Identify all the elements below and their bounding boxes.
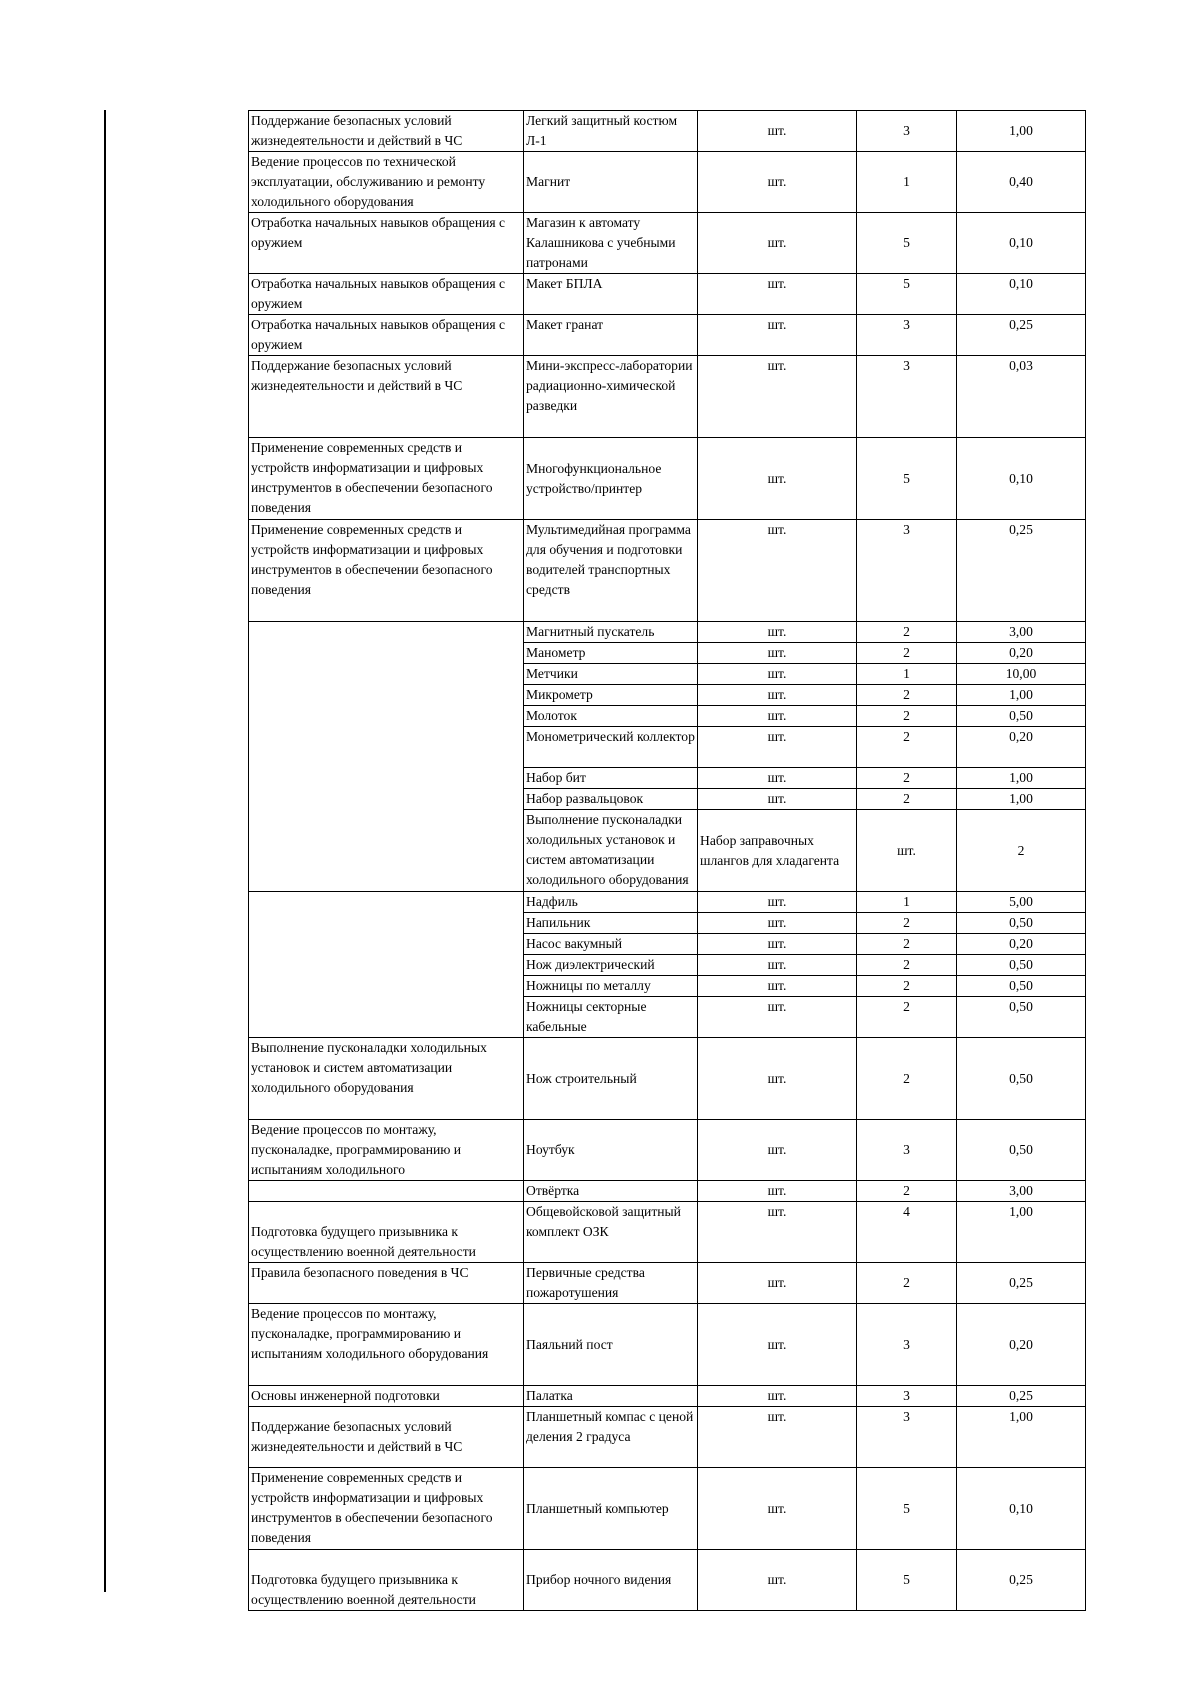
unit-cell: шт. bbox=[698, 789, 857, 810]
quantity-cell: 2 bbox=[857, 1181, 957, 1202]
item-name-cell: Палатка bbox=[524, 1386, 698, 1407]
section-cell bbox=[249, 1181, 524, 1202]
item-name-cell: Макет БПЛА bbox=[524, 274, 698, 315]
item-name-cell: Магнитный пускатель bbox=[524, 622, 698, 643]
unit-cell: шт. bbox=[698, 1263, 857, 1304]
unit-cell: шт. bbox=[698, 111, 857, 152]
unit-cell: шт. bbox=[698, 213, 857, 274]
unit-cell: шт. bbox=[698, 768, 857, 789]
section-cell: Применение современных средств и устройств информатизации и цифровых инструментов в обеспечении безопасного поведения bbox=[249, 438, 524, 520]
quantity-cell: 2 bbox=[857, 685, 957, 706]
quantity-cell: 2 bbox=[857, 913, 957, 934]
unit-cell: шт. bbox=[698, 892, 857, 913]
quantity-cell: 4 bbox=[857, 1202, 957, 1263]
table-row bbox=[249, 1550, 1086, 1611]
section-cell: Ведение процессов по технической эксплуатации, обслуживанию и ремонту холодильного оборудования bbox=[249, 152, 524, 213]
norm-cell: 0,50 bbox=[957, 706, 1086, 727]
table-row bbox=[249, 1407, 1086, 1468]
norm-cell: 0,50 bbox=[957, 997, 1086, 1038]
item-name-cell: Манометр bbox=[524, 643, 698, 664]
table-row bbox=[249, 1202, 1086, 1263]
unit-cell: шт. bbox=[698, 664, 857, 685]
section-cell: Поддержание безопасных условий жизнедеятельности и действий в ЧС bbox=[249, 1407, 524, 1468]
norm-cell: 0,25 bbox=[957, 1263, 1086, 1304]
section-cell: Основы инженерной подготовки bbox=[249, 1386, 524, 1407]
quantity-cell: 2 bbox=[857, 643, 957, 664]
norm-cell: 5,00 bbox=[957, 892, 1086, 913]
unit-cell: шт. bbox=[698, 934, 857, 955]
item-name-cell: Монометрический коллектор bbox=[524, 727, 698, 768]
norm-cell: 0,25 bbox=[957, 1550, 1086, 1611]
quantity-cell: 2 bbox=[857, 997, 957, 1038]
unit-cell: шт. bbox=[698, 1550, 857, 1611]
quantity-cell: 1 bbox=[857, 152, 957, 213]
item-name-cell: Паяльний пост bbox=[524, 1304, 698, 1386]
quantity-cell: 5 bbox=[857, 1468, 957, 1550]
quantity-cell: 1 bbox=[857, 664, 957, 685]
quantity-cell: 3 bbox=[857, 1407, 957, 1468]
quantity-cell: 2 bbox=[857, 789, 957, 810]
item-name-cell: Мультимедийная программа для обучения и подготовки водителей транспортных средств bbox=[524, 520, 698, 622]
item-name-cell: Магазин к автомату Калашникова с учебными патронами bbox=[524, 213, 698, 274]
section-cell: Применение современных средств и устройств информатизации и цифровых инструментов в обеспечении безопасного поведения bbox=[249, 1468, 524, 1550]
norm-cell: 0,25 bbox=[957, 520, 1086, 622]
quantity-cell: 3 bbox=[857, 1120, 957, 1181]
unit-cell: шт. bbox=[698, 1407, 857, 1468]
section-cell: Отработка начальных навыков обращения с оружием bbox=[249, 274, 524, 315]
unit-cell: шт. bbox=[698, 1202, 857, 1263]
unit-cell: шт. bbox=[698, 1181, 857, 1202]
table-row bbox=[249, 1468, 1086, 1550]
norm-cell: 0,10 bbox=[957, 1468, 1086, 1550]
unit-cell: шт. bbox=[698, 1304, 857, 1386]
table-row bbox=[249, 520, 1086, 622]
norm-cell: 1,00 bbox=[957, 768, 1086, 789]
item-name-cell: Планшетный компас с ценой деления 2 градуса bbox=[524, 1407, 698, 1468]
equipment-table bbox=[248, 110, 1086, 1611]
unit-cell: шт. bbox=[698, 1120, 857, 1181]
norm-cell: 0,50 bbox=[957, 1120, 1086, 1181]
unit-cell: шт. bbox=[698, 274, 857, 315]
table-row bbox=[249, 1263, 1086, 1304]
quantity-cell: 5 bbox=[857, 213, 957, 274]
norm-cell: 0,10 bbox=[957, 274, 1086, 315]
table-row bbox=[249, 1038, 1086, 1120]
table-row bbox=[249, 1304, 1086, 1386]
item-name-cell: Насос вакумный bbox=[524, 934, 698, 955]
item-name-cell: Мини-экспресс-лаборатории радиационно-химической разведки bbox=[524, 356, 698, 438]
norm-cell: 0,25 bbox=[957, 315, 1086, 356]
quantity-cell: 3 bbox=[857, 111, 957, 152]
unit-cell: шт. bbox=[698, 976, 857, 997]
quantity-cell: 3 bbox=[857, 315, 957, 356]
unit-cell: шт. bbox=[698, 997, 857, 1038]
table-row bbox=[249, 892, 1086, 913]
unit-cell: шт. bbox=[698, 1038, 857, 1120]
norm-cell: 0,10 bbox=[957, 213, 1086, 274]
item-name-cell: Напильник bbox=[524, 913, 698, 934]
item-name-cell: Магнит bbox=[524, 152, 698, 213]
item-name-cell: Набор заправочных шлангов для хладагента bbox=[698, 810, 857, 892]
table-row bbox=[249, 356, 1086, 438]
quantity-cell: 3 bbox=[857, 1304, 957, 1386]
unit-cell: шт. bbox=[698, 152, 857, 213]
norm-cell: 0,50 bbox=[957, 976, 1086, 997]
quantity-cell: 2 bbox=[857, 934, 957, 955]
table-row bbox=[249, 274, 1086, 315]
table-row bbox=[249, 1181, 1086, 1202]
section-cell: Поддержание безопасных условий жизнедеятельности и действий в ЧС bbox=[249, 111, 524, 152]
unit-cell: шт. bbox=[698, 315, 857, 356]
item-name-cell: Набор развальцовок bbox=[524, 789, 698, 810]
unit-cell: шт. bbox=[698, 706, 857, 727]
norm-cell: 0,50 bbox=[957, 955, 1086, 976]
item-name-cell: Отвёртка bbox=[524, 1181, 698, 1202]
section-cell: Применение современных средств и устройств информатизации и цифровых инструментов в обеспечении безопасного поведения bbox=[249, 520, 524, 622]
item-name-cell: Планшетный компьютер bbox=[524, 1468, 698, 1550]
norm-cell: 1,00 bbox=[957, 1407, 1086, 1468]
norm-cell: 1,00 bbox=[957, 789, 1086, 810]
table-row bbox=[249, 1120, 1086, 1181]
quantity-cell: 2 bbox=[857, 1038, 957, 1120]
norm-cell: 0,25 bbox=[957, 1386, 1086, 1407]
quantity-cell: 2 bbox=[857, 727, 957, 768]
norm-cell: 0,20 bbox=[957, 643, 1086, 664]
norm-cell: 0,40 bbox=[957, 152, 1086, 213]
section-cell: Ведение процессов по монтажу, пусконаладке, программированию и испытаниям холодильного оборудования bbox=[249, 1304, 524, 1386]
item-name-cell: Многофункциональное устройство/принтер bbox=[524, 438, 698, 520]
norm-cell: 10,00 bbox=[957, 664, 1086, 685]
table-row bbox=[249, 111, 1086, 152]
quantity-cell: 5 bbox=[857, 1550, 957, 1611]
equipment-table-body bbox=[249, 111, 1086, 1611]
norm-cell: 0,20 bbox=[957, 934, 1086, 955]
section-cell: Ведение процессов по монтажу, пусконаладке, программированию и испытаниям холодильного bbox=[249, 1120, 524, 1181]
section-cell: Отработка начальных навыков обращения с оружием bbox=[249, 315, 524, 356]
unit-cell: шт. bbox=[857, 810, 957, 892]
norm-cell: 1,00 bbox=[957, 1202, 1086, 1263]
item-name-cell: Нож строительный bbox=[524, 1038, 698, 1120]
unit-cell: шт. bbox=[698, 643, 857, 664]
norm-cell: 3,00 bbox=[957, 622, 1086, 643]
item-name-cell: Макет гранат bbox=[524, 315, 698, 356]
quantity-cell: 2 bbox=[857, 976, 957, 997]
table-row bbox=[249, 315, 1086, 356]
unit-cell: шт. bbox=[698, 1468, 857, 1550]
table-row bbox=[249, 152, 1086, 213]
item-name-cell: Набор бит bbox=[524, 768, 698, 789]
item-name-cell: Метчики bbox=[524, 664, 698, 685]
norm-cell: 0,03 bbox=[957, 356, 1086, 438]
item-name-cell: Ножницы по металлу bbox=[524, 976, 698, 997]
norm-cell: 1,00 bbox=[957, 685, 1086, 706]
quantity-cell: 2 bbox=[857, 955, 957, 976]
section-cell: Подготовка будущего призывника к осуществлению военной деятельности bbox=[249, 1202, 524, 1263]
norm-cell: 0,50 bbox=[957, 1038, 1086, 1120]
quantity-cell: 1 bbox=[857, 892, 957, 913]
unit-cell: шт. bbox=[698, 356, 857, 438]
section-cell: Подготовка будущего призывника к осуществлению военной деятельности bbox=[249, 1550, 524, 1611]
unit-cell: шт. bbox=[698, 622, 857, 643]
table-row bbox=[249, 1386, 1086, 1407]
quantity-cell: 3 bbox=[857, 1386, 957, 1407]
unit-cell: шт. bbox=[698, 438, 857, 520]
norm-cell: 0,20 bbox=[957, 727, 1086, 768]
item-name-cell: Микрометр bbox=[524, 685, 698, 706]
unit-cell: шт. bbox=[698, 955, 857, 976]
norm-cell: 0,50 bbox=[957, 913, 1086, 934]
unit-cell: шт. bbox=[698, 1386, 857, 1407]
item-name-cell: Прибор ночного видения bbox=[524, 1550, 698, 1611]
item-name-cell: Общевойсковой защитный комплект ОЗК bbox=[524, 1202, 698, 1263]
quantity-cell: 3 bbox=[857, 520, 957, 622]
quantity-cell: 5 bbox=[857, 438, 957, 520]
section-cell: Выполнение пусконаладки холодильных установок и систем автоматизации холодильного оборудования bbox=[524, 810, 698, 892]
item-name-cell: Ножницы секторные кабельные bbox=[524, 997, 698, 1038]
quantity-cell: 2 bbox=[957, 810, 1086, 892]
section-cell: Выполнение пусконаладки холодильных установок и систем автоматизации холодильного оборудования bbox=[249, 1038, 524, 1120]
quantity-cell: 2 bbox=[857, 1263, 957, 1304]
quantity-cell: 2 bbox=[857, 622, 957, 643]
item-name-cell: Нож диэлектрический bbox=[524, 955, 698, 976]
item-name-cell: Молоток bbox=[524, 706, 698, 727]
table-row bbox=[249, 213, 1086, 274]
norm-cell: 0,10 bbox=[957, 438, 1086, 520]
table-row bbox=[249, 622, 1086, 643]
item-name-cell: Надфиль bbox=[524, 892, 698, 913]
quantity-cell: 2 bbox=[857, 768, 957, 789]
section-cell: Отработка начальных навыков обращения с оружием bbox=[249, 213, 524, 274]
quantity-cell: 5 bbox=[857, 274, 957, 315]
section-cell: Поддержание безопасных условий жизнедеятельности и действий в ЧС bbox=[249, 356, 524, 438]
unit-cell: шт. bbox=[698, 913, 857, 934]
quantity-cell: 3 bbox=[857, 356, 957, 438]
left-margin-rule bbox=[104, 110, 106, 1592]
table-row bbox=[249, 438, 1086, 520]
quantity-cell: 2 bbox=[857, 706, 957, 727]
unit-cell: шт. bbox=[698, 520, 857, 622]
item-name-cell: Первичные средства пожаротушения bbox=[524, 1263, 698, 1304]
unit-cell: шт. bbox=[698, 727, 857, 768]
section-cell bbox=[249, 892, 524, 1038]
section-cell bbox=[249, 622, 524, 892]
section-cell: Правила безопасного поведения в ЧС bbox=[249, 1263, 524, 1304]
unit-cell: шт. bbox=[698, 685, 857, 706]
norm-cell: 0,20 bbox=[957, 1304, 1086, 1386]
item-name-cell: Ноутбук bbox=[524, 1120, 698, 1181]
norm-cell: 1,00 bbox=[957, 111, 1086, 152]
norm-cell: 3,00 bbox=[957, 1181, 1086, 1202]
item-name-cell: Легкий защитный костюм Л-1 bbox=[524, 111, 698, 152]
